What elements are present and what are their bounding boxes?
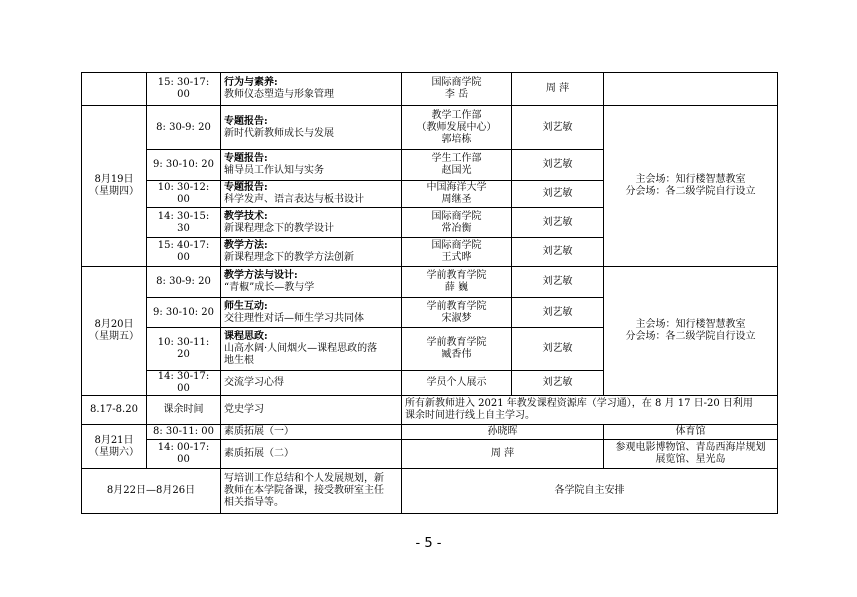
note-line: 所有新教师进入 2021 年教发课程资源库（学习通），在 8 月 17 日-20 日利用 — [405, 398, 753, 409]
time-cell: 8: 30-9: 20 — [147, 106, 221, 150]
session-topic: “青椒”成长—教与学 — [224, 282, 315, 293]
session-topic: 新课程理念下的教学方法创新 — [224, 252, 354, 263]
topic-cell — [221, 328, 402, 371]
topic-cell — [221, 181, 402, 208]
note-cell: 各学院自主安排 — [402, 469, 778, 514]
session-title: 教学方法: — [224, 240, 268, 251]
unit-name: 中国海洋大学 — [426, 182, 487, 193]
table-row — [82, 469, 778, 514]
time-cell: 14: 30-15: 30 — [147, 208, 221, 238]
venue-branch: 分会场：各二级学院自行设立 — [625, 186, 756, 197]
session-title: 专题报告: — [224, 153, 268, 164]
session-title: 行为与素养: — [224, 77, 278, 88]
speaker-name: 常冶衡 — [441, 222, 472, 234]
host-cell: 周 萍 — [512, 73, 604, 106]
date-cell — [82, 425, 147, 469]
host-cell: 刘艺敏 — [512, 328, 604, 371]
venue-line: 展览馆、星光岛 — [655, 454, 726, 465]
time-cell: 9: 30-10: 20 — [147, 298, 221, 328]
unit-cell — [402, 150, 512, 181]
host-cell: 周 萍 — [402, 440, 604, 469]
unit-name: 教学工作部 — [431, 109, 482, 121]
host-cell: 刘艺敏 — [512, 150, 604, 181]
note-cell — [402, 396, 778, 425]
training-schedule-table — [81, 72, 778, 514]
venue-line: 参观电影博物馆、青岛西海岸规划 — [615, 442, 766, 453]
page-number: - 5 - — [415, 536, 442, 551]
weekday-label: （星期五） — [89, 331, 139, 342]
unit-cell — [402, 238, 512, 267]
host-cell: 刘艺敏 — [512, 267, 604, 298]
time-cell: 15: 30-17: 00 — [147, 73, 221, 106]
session-topic: 交往理性对话—师生学习共同体 — [224, 312, 364, 324]
time-cell: 10: 30-12: 00 — [147, 181, 221, 208]
time-cell: 14: 00-17: 00 — [147, 440, 221, 469]
speaker-name: 周继圣 — [441, 194, 472, 205]
topic-cell — [221, 267, 402, 298]
unit-subname: （教师发展中心） — [416, 121, 497, 133]
topic-cell: 素质拓展（二） — [221, 440, 402, 469]
host-cell: 刘艺敏 — [512, 106, 604, 150]
table-row — [82, 106, 778, 150]
speaker-name: 王式晔 — [441, 252, 472, 263]
session-title: 师生互动: — [224, 300, 268, 312]
topic-cell: 党史学习 — [221, 396, 402, 425]
time-cell: 9: 30-10: 20 — [147, 150, 221, 181]
speaker-name: 臧香伟 — [441, 349, 472, 360]
unit-name: 国际商学院 — [431, 240, 482, 251]
time-cell: 14: 30-17: 00 — [147, 371, 221, 396]
host-cell: 刘艺敏 — [512, 208, 604, 238]
venue-cell — [604, 106, 778, 267]
task-line: 写培训工作总结和个人发展规划，新 — [224, 473, 384, 484]
session-topic: 科学发声、语言表达与板书设计 — [224, 194, 364, 205]
unit-cell — [402, 208, 512, 238]
note-line: 课余时间进行线上自主学习。 — [405, 410, 535, 421]
unit-name: 学前教育学院 — [426, 337, 487, 348]
topic-cell: 素质拓展（一） — [221, 425, 402, 440]
speaker-name: 郭培栋 — [441, 133, 472, 145]
date-label: 8月20日 — [94, 319, 134, 330]
speaker-name: 宋淑梦 — [441, 312, 472, 324]
unit-cell — [402, 267, 512, 298]
topic-cell: 交流学习心得 — [221, 371, 402, 396]
time-cell: 8: 30-11: 00 — [147, 425, 221, 440]
host-cell: 刘艺敏 — [512, 238, 604, 267]
unit-cell — [402, 73, 512, 106]
session-topic-cont: 地生根 — [224, 355, 254, 366]
topic-cell — [221, 298, 402, 328]
time-cell: 8: 30-9: 20 — [147, 267, 221, 298]
unit-name: 国际商学院 — [431, 210, 482, 222]
session-title: 专题报告: — [224, 115, 268, 127]
unit-name: 国际商学院 — [431, 77, 482, 88]
venue-main: 主会场：知行楼智慧教室 — [635, 319, 746, 330]
session-topic: 新时代新教师成长与发展 — [224, 127, 334, 139]
date-cell — [82, 267, 147, 396]
host-cell: 刘艺敏 — [512, 298, 604, 328]
topic-cell — [221, 73, 402, 106]
session-title: 专题报告: — [224, 182, 268, 193]
date-cell — [82, 106, 147, 267]
speaker-name: 李 岳 — [444, 89, 469, 100]
table-row — [82, 396, 778, 425]
host-cell: 刘艺敏 — [512, 371, 604, 396]
unit-cell — [402, 181, 512, 208]
unit-cell — [402, 106, 512, 150]
venue-cell: 体育馆 — [604, 425, 778, 440]
venue-cell — [604, 73, 778, 106]
session-topic: 山高水阔·人间烟火—课程思政的落 — [224, 343, 378, 354]
topic-cell — [221, 238, 402, 267]
session-topic: 新课程理念下的教学设计 — [224, 222, 334, 234]
unit-cell: 学员个人展示 — [402, 371, 512, 396]
session-title: 课程思政: — [224, 331, 268, 342]
date-label: 8月19日 — [94, 174, 134, 185]
venue-cell — [604, 267, 778, 396]
date-cell: 8.17-8.20 — [82, 396, 147, 425]
venue-cell — [604, 440, 778, 469]
session-title: 教学技术: — [224, 210, 268, 222]
task-line: 相关指导等。 — [224, 497, 284, 508]
table-row — [82, 425, 778, 440]
venue-branch: 分会场：各二级学院自行设立 — [625, 331, 756, 342]
topic-cell — [221, 208, 402, 238]
date-cell: 8月22日—8月26日 — [82, 469, 221, 514]
time-cell: 课余时间 — [147, 396, 221, 425]
unit-cell — [402, 298, 512, 328]
table-row — [82, 73, 778, 106]
speaker-name: 薛 巍 — [444, 282, 469, 293]
host-cell: 刘艺敏 — [512, 181, 604, 208]
session-title: 教学方法与设计: — [224, 270, 298, 281]
host-cell: 孙晓晖 — [402, 425, 604, 440]
date-cell — [82, 73, 147, 106]
unit-cell — [402, 328, 512, 371]
unit-name: 学前教育学院 — [426, 300, 487, 312]
venue-main: 主会场：知行楼智慧教室 — [635, 174, 746, 185]
weekday-label: （星期四） — [89, 186, 139, 197]
topic-cell — [221, 106, 402, 150]
session-topic: 教师仪态塑造与形象管理 — [224, 89, 334, 100]
speaker-name: 赵国光 — [441, 165, 472, 176]
time-cell: 10: 30-11: 20 — [147, 328, 221, 371]
unit-name: 学前教育学院 — [426, 270, 487, 281]
session-topic: 辅导员工作认知与实务 — [224, 165, 324, 176]
topic-cell — [221, 150, 402, 181]
weekday-label: （星期六） — [89, 446, 139, 458]
task-line: 教师在本学院备课，接受教研室主任 — [224, 485, 384, 496]
table-row — [82, 267, 778, 298]
date-label: 8月21日 — [94, 434, 134, 446]
time-cell: 15: 40-17: 00 — [147, 238, 221, 267]
table-row — [82, 440, 778, 469]
topic-cell — [221, 469, 402, 514]
unit-name: 学生工作部 — [431, 153, 482, 164]
